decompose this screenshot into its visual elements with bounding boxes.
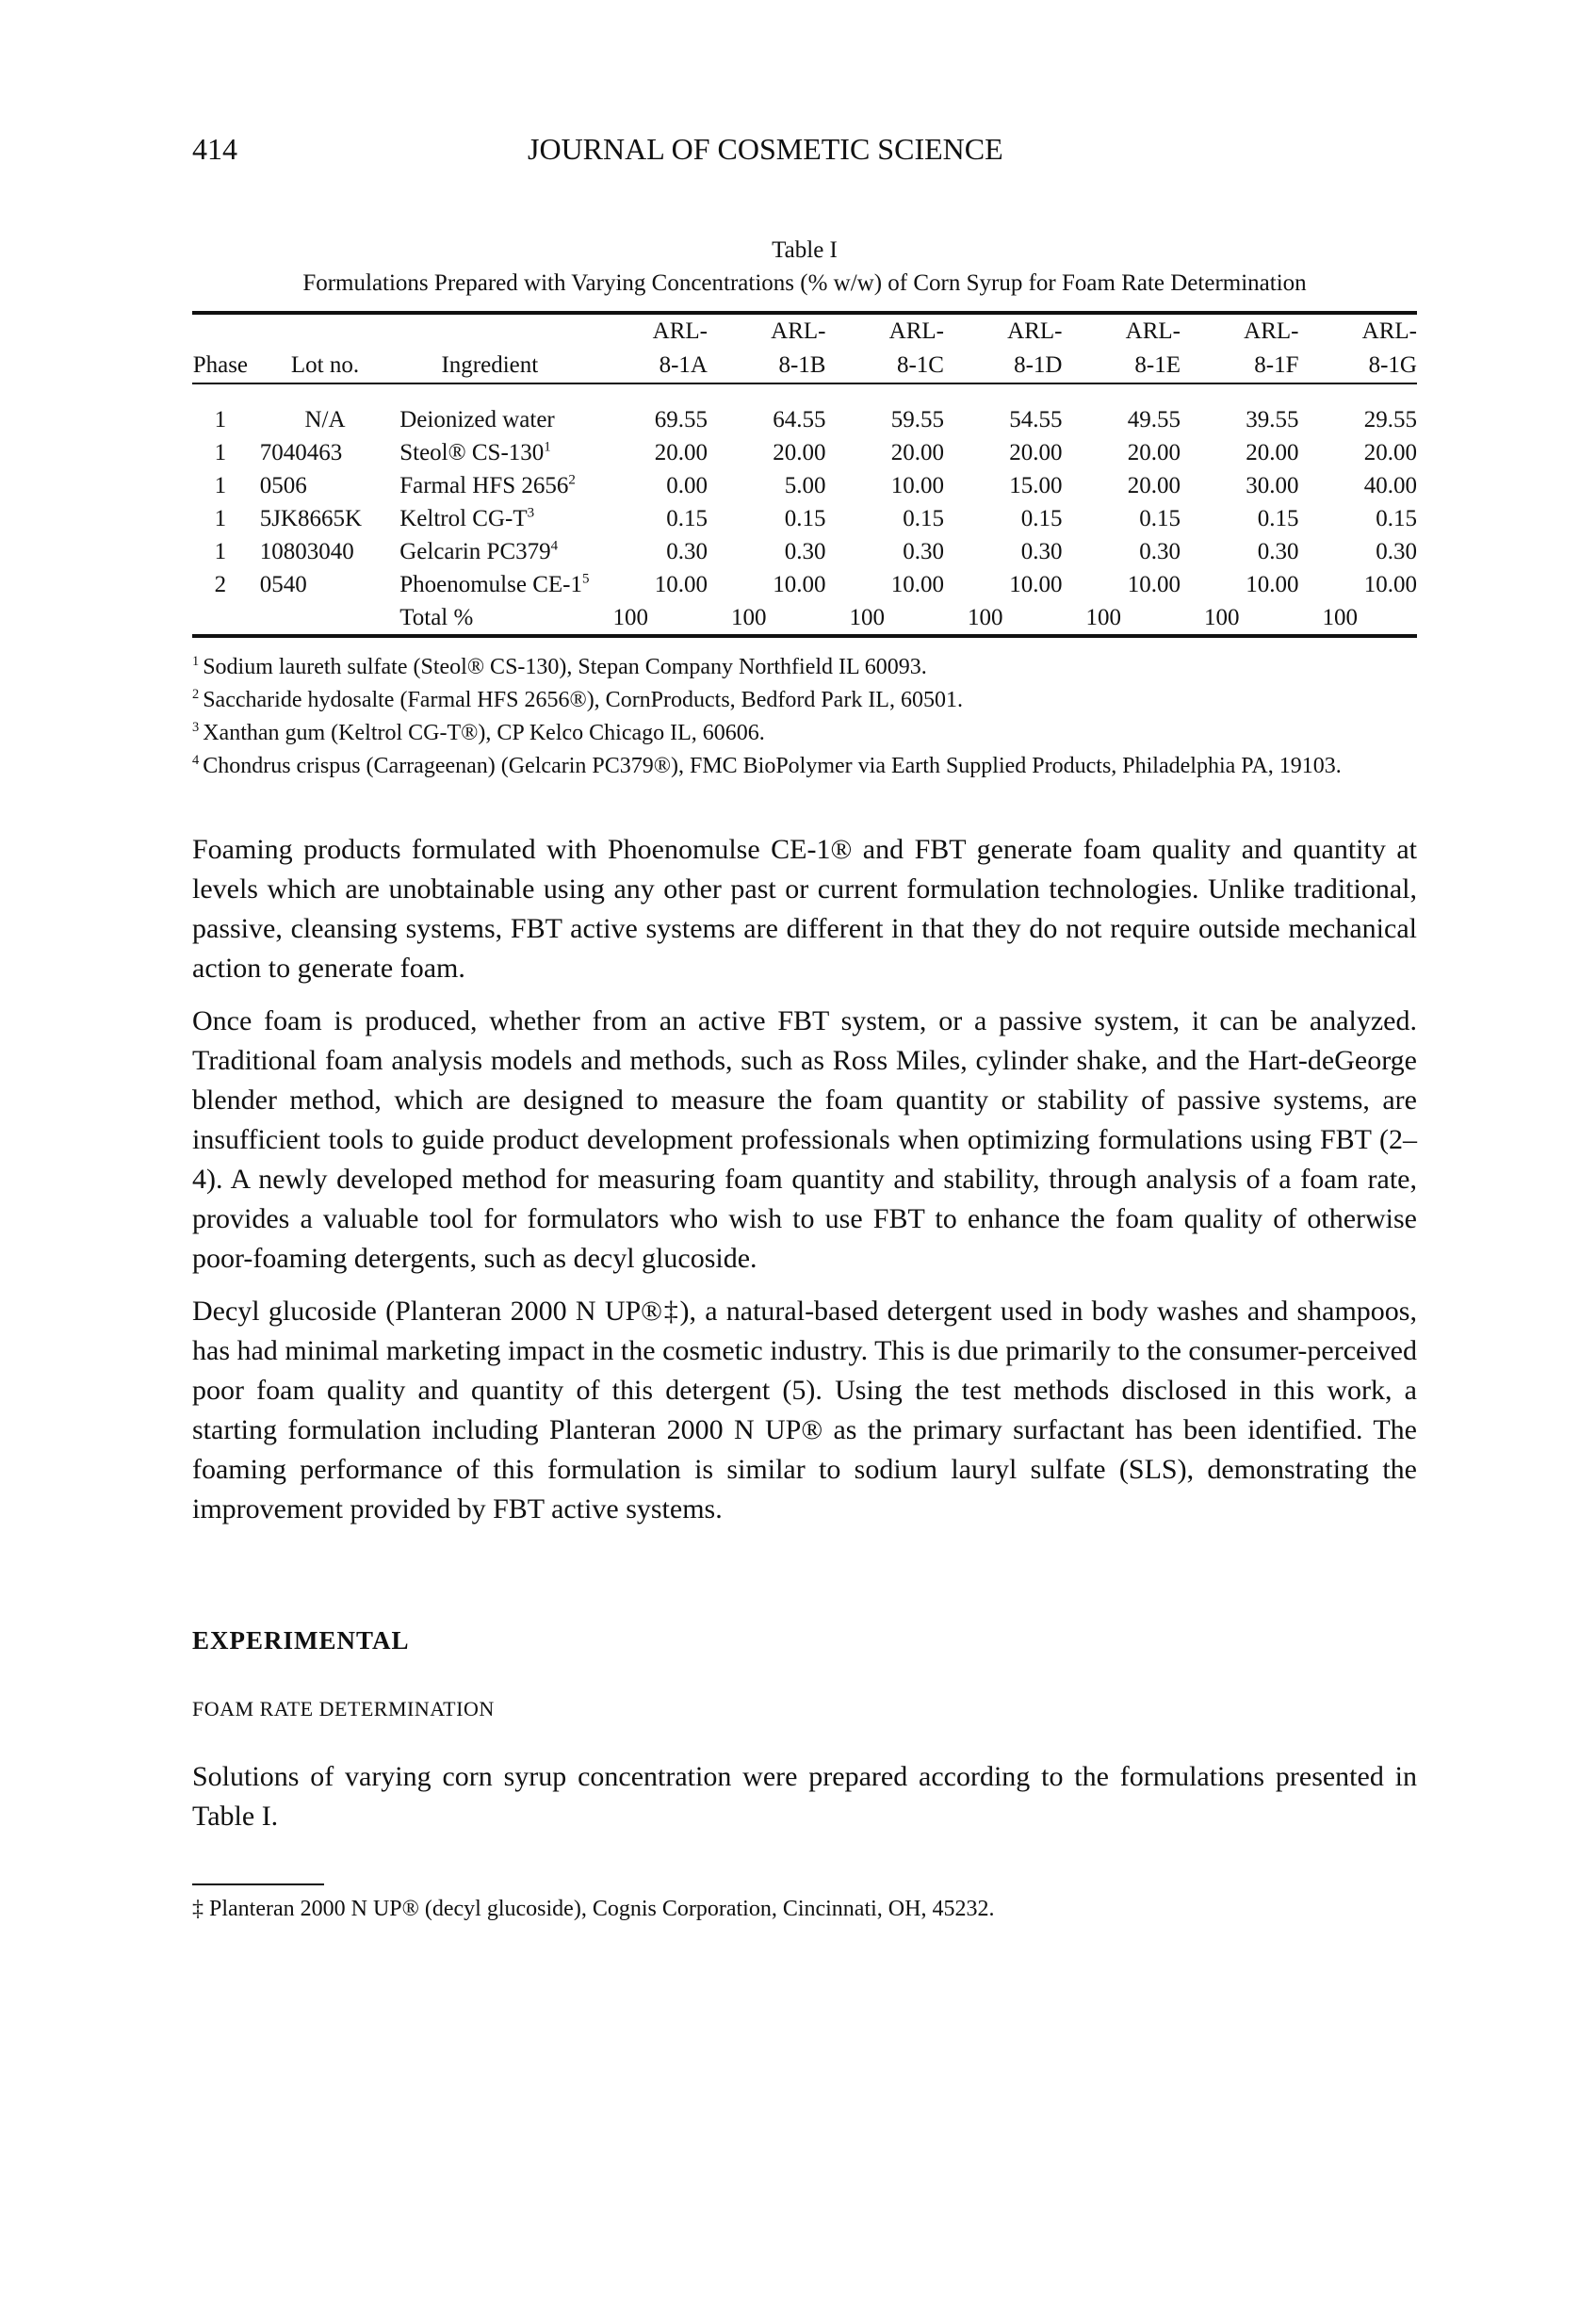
footnote-text: Saccharide hydosalte (Farmal HFS 2656®), CornProducts, Bedford Park IL, 60501. [203,688,963,712]
footnote-marker: 5 [581,571,590,587]
footnote-number: 1 [192,654,200,669]
footnote-number: 4 [192,753,200,768]
value-cell: 20.00 [1127,440,1181,465]
total-label: Total % [399,605,474,630]
col-formulation: 8-1D [1014,352,1063,378]
value-cell: 54.55 [1009,407,1063,432]
value-cell: 0.30 [1257,539,1299,564]
footnote-number: 3 [192,720,200,735]
col-formulation: 8-1F [1254,352,1299,378]
value-cell: 0.00 [666,473,708,498]
formulation-table [192,311,1417,638]
col-formulation: 8-1C [896,352,944,378]
value-cell: 64.55 [773,407,826,432]
value-cell: 0.15 [666,506,708,531]
lot-cell: 0506 [259,473,307,498]
value-cell: 5.00 [784,473,826,498]
table-row [192,436,1417,469]
value-cell: 20.00 [890,440,944,465]
value-cell: 59.55 [890,407,944,432]
col-prefix: ARL- [1361,318,1417,344]
value-cell: 0.30 [1020,539,1063,564]
value-cell: 10.00 [773,572,826,597]
phase-cell: 1 [214,473,227,498]
total-value: 100 [1203,605,1240,630]
footnote-text: Xanthan gum (Keltrol CG-T®), CP Kelco Chicago IL, 60606. [203,721,765,745]
section-heading: EXPERIMENTAL [192,1626,410,1655]
value-cell: 0.15 [1139,506,1181,531]
ingredient-name: Keltrol CG-T [399,506,528,531]
value-cell: 30.00 [1246,473,1299,498]
total-value: 100 [612,605,648,630]
col-ingredient: Ingredient [441,352,539,378]
subsection-heading: FOAM RATE DETERMINATION [192,1697,495,1720]
col-prefix: ARL- [1244,318,1299,344]
value-cell: 0.30 [666,539,708,564]
lot-cell: 0540 [259,572,307,597]
col-phase: Phase [192,352,249,378]
value-cell: 29.55 [1363,407,1417,432]
total-value: 100 [1085,605,1121,630]
ingredient-name: Deionized water [399,407,555,432]
value-cell: 10.00 [654,572,708,597]
phase-cell: 1 [214,539,227,564]
value-cell: 0.30 [1139,539,1181,564]
value-cell: 49.55 [1127,407,1181,432]
value-cell: 0.30 [903,539,944,564]
col-prefix: ARL- [888,318,944,344]
running-header [192,130,1417,168]
table-row [192,469,1417,502]
phase-cell: 1 [214,440,227,465]
value-cell: 10.00 [1009,572,1063,597]
col-lot: Lot no. [290,352,360,378]
value-cell: 69.55 [654,407,708,432]
phase-cell: 2 [214,572,227,597]
phase-cell: 1 [214,407,227,432]
total-value: 100 [849,605,885,630]
lot-cell: N/A [304,407,346,432]
value-cell: 20.00 [1127,473,1181,498]
value-cell: 20.00 [1246,440,1299,465]
value-cell: 0.15 [1257,506,1299,531]
value-cell: 0.15 [903,506,944,531]
table-label: Table I [772,237,838,263]
page-footnote: ‡ Planteran 2000 N UP® (decyl glucoside), Cognis Corporation, Cincinnati, OH, 45232. [192,1897,995,1921]
ingredient-name: Farmal HFS 2656 [399,473,569,498]
value-cell: 10.00 [1363,572,1417,597]
value-cell: 20.00 [1363,440,1417,465]
value-cell: 39.55 [1246,407,1299,432]
footnote-number: 2 [192,687,200,702]
table-footnote [192,651,1417,684]
ingredient-cell [390,535,589,568]
value-cell: 0.30 [784,539,826,564]
paragraph: Decyl glucoside (Planteran 2000 N UP®‡), a natural-based detergent used in body washes and shampoos, has had minimal marketing impact in the cosmetic industry. This is due primarily to the consumer-perceived poor foam quality and quantity of this detergent (5). Using the test methods disclosed in this work, a starting formulation including Planteran 2000 N UP® as the primary surfactant has been identified. The foaming performance of this formulation is similar to sodium lauryl sulfate (SLS), demonstrating the improvement provided by FBT active systems. [192,1296,1417,1525]
phase-cell: 1 [214,506,227,531]
lot-cell: 5JK8665K [259,506,363,531]
table-row [192,568,1417,601]
value-cell: 0.15 [784,506,826,531]
col-formulation: 8-1G [1368,352,1417,378]
empty-cell [249,601,391,636]
col-prefix: ARL- [652,318,708,344]
table-row [192,502,1417,535]
ingredient-name: Gelcarin PC379 [399,539,551,564]
table-caption [192,234,1417,300]
total-value: 100 [967,605,1003,630]
value-cell: 15.00 [1009,473,1063,498]
ingredient-cell [390,502,589,535]
value-cell: 10.00 [1246,572,1299,597]
table-footnote [192,717,1417,750]
footnote-marker: 4 [550,538,559,554]
page-number: 414 [192,132,237,166]
value-cell: 40.00 [1363,473,1417,498]
total-value: 100 [730,605,767,630]
col-prefix: ARL- [1125,318,1181,344]
value-cell: 20.00 [1009,440,1063,465]
table-footnotes [192,651,1417,783]
lot-cell: 7040463 [259,440,343,465]
col-formulation: 8-1B [778,352,826,378]
journal-title: JOURNAL OF COSMETIC SCIENCE [528,132,1003,166]
table-footnote [192,750,1417,783]
lot-cell: 10803040 [259,539,354,564]
paragraph: Solutions of varying corn syrup concentration were prepared according to the formulations presented in Table I. [192,1761,1417,1832]
value-cell: 10.00 [890,473,944,498]
col-formulation: 8-1A [659,352,708,378]
total-row [192,601,1417,636]
col-prefix: ARL- [771,318,826,344]
value-cell: 10.00 [890,572,944,597]
col-prefix: ARL- [1007,318,1063,344]
footnote-text: Chondrus crispus (Carrageenan) (Gelcarin PC379®), FMC BioPolymer via Earth Supplied Products, Philadelphia PA, 19103. [203,754,1342,778]
footnote-divider [192,1883,324,1885]
ingredient-cell [390,436,589,469]
table-title: Formulations Prepared with Varying Concentrations (% w/w) of Corn Syrup for Foam Rate Determination [302,270,1307,296]
ingredient-cell [390,383,589,436]
col-formulation: 8-1E [1134,352,1181,378]
value-cell: 20.00 [654,440,708,465]
ingredient-cell [390,469,589,502]
empty-cell [192,601,249,636]
ingredient-name: Phoenomulse CE-1 [399,572,582,597]
total-value: 100 [1322,605,1358,630]
ingredient-name: Steol® CS-130 [399,440,545,465]
table-footnote [192,684,1417,717]
footnote-text: Sodium laureth sulfate (Steol® CS-130), Stepan Company Northfield IL 60093. [203,655,927,679]
paragraph: Once foam is produced, whether from an active FBT system, or a passive system, it can be analyzed. Traditional foam analysis models and methods, such as Ross Miles, cylinder shake, and the Hart-deGeorge blender method, which are designed to measure the foam quantity or stability of passive systems, are insufficient tools to guide product development professionals when optimizing formulations using FBT (2–4). A newly developed method for measuring foam quantity and stability, through analysis of a foam rate, provides a valuable tool for formulators who wish to use FBT to enhance the foam quality of otherwise poor-foaming detergents, such as decyl glucoside. [192,1005,1417,1274]
table-row [192,383,1417,436]
value-cell: 20.00 [773,440,826,465]
footnote-marker: 2 [568,472,576,488]
value-cell: 0.15 [1376,506,1417,531]
value-cell: 0.15 [1020,506,1063,531]
table-header-row [192,313,1417,349]
footnote-marker: 1 [544,439,551,455]
table-header-row [192,349,1417,383]
ingredient-cell [390,568,589,601]
value-cell: 10.00 [1127,572,1181,597]
value-cell: 0.30 [1376,539,1417,564]
table-row [192,535,1417,568]
footnote-marker: 3 [527,505,535,521]
paragraph: Foaming products formulated with Phoenomulse CE-1® and FBT generate foam quality and quantity at levels which are unobtainable using any other past or current formulation technologies. Unlike traditional, passive, cleansing systems, FBT active systems are different in that they do not require outside mechanical action to generate foam. [192,834,1417,984]
